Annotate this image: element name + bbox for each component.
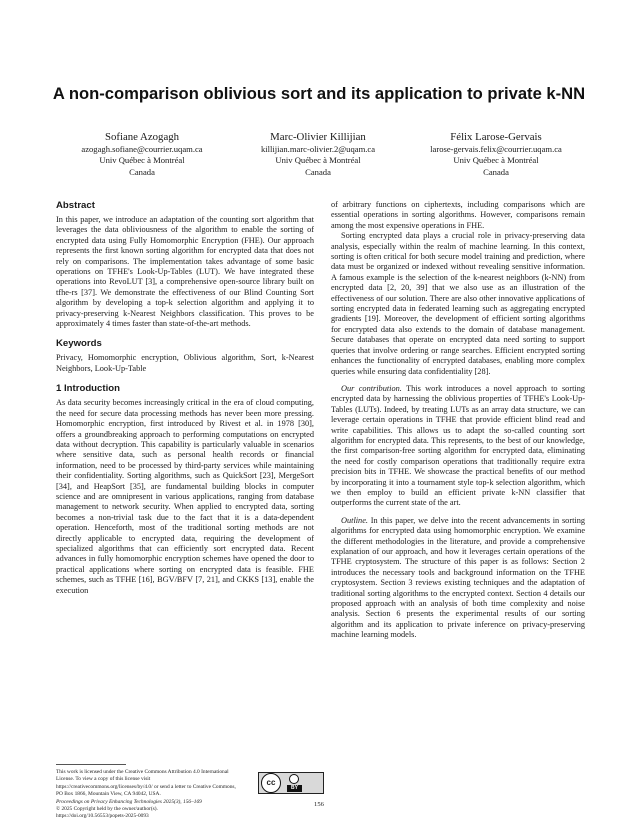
- author-affiliation: Univ Québec à Montréal: [275, 155, 361, 166]
- introduction-heading: 1 Introduction: [56, 383, 120, 395]
- outline-label: Outline.: [341, 515, 368, 525]
- author-email: killijian.marc-olivier.2@uqam.ca: [260, 144, 376, 154]
- author-country: Canada: [483, 166, 509, 177]
- keywords-text: Privacy, Homomorphic encryption, Oblivious algorithm, Sort, k-Nearest Neighbors, Look-Up-Table: [56, 353, 314, 373]
- doi-link[interactable]: https://doi.org/10.56553/popets-2025-0093: [56, 813, 149, 820]
- author-name: Félix Larose-Gervais: [450, 131, 542, 143]
- abstract-text: In this paper, we introduce an adaptation of the counting sort algorithm that leverages the data obliviousness of the algorithm to enable the sorting of encrypted data using Fully Homomorphic Encryption (FHE). Our approach represents the first known sorting algorithm for encrypted data that does not rely on comparisons. The implementation takes advantage of some basic operations on TFHE's Look-Up-Tables (LUT). We have integrated these operations into RevoLUT [3], a comprehensive open-source library built on tfhe-rs [37]. We demonstrate the effectiveness of our Blind Counting Sort algorithm by developing a top-k selection algorithm and applying it to privacy-preserving k-Nearest Neighbors classification. This proves to be approximately 4 times faster than state-of-the-art methods.: [56, 215, 314, 329]
- author-country: Canada: [129, 166, 155, 177]
- abstract-heading: Abstract: [56, 200, 95, 211]
- author-affiliation: Univ Québec à Montréal: [453, 155, 539, 166]
- footnote-rule: [56, 764, 126, 765]
- contribution-label: Our contribution.: [341, 383, 402, 393]
- keywords-heading: Keywords: [56, 338, 102, 350]
- paper-title: A non-comparison oblivious sort and its application to private k-NN: [52, 84, 586, 103]
- license-footnote: [56, 764, 314, 821]
- cc-icon: cc: [261, 773, 281, 793]
- license-text: This work is licensed under the Creative Commons Attribution 4.0 International License. To view a copy of this license visit https://creativecommons.org/licenses/by/4.0/ or send a letter to Creative Commons, PO Box 1866, Mountain View, CA 94042, USA.: [56, 769, 236, 798]
- journal-citation: Proceedings on Privacy Enhancing Technologies 2025(3), 156–169: [56, 798, 202, 805]
- author-email: larose-gervais.felix@courrier.uqam.ca: [430, 144, 562, 154]
- by-icon: [287, 774, 302, 792]
- introduction-text: As data security becomes increasingly critical in the era of cloud computing, the need for secure data processing methods has never been more pressing. Homomorphic encryption, first introduced by Rivest et al. in 1978 [30], offers a groundbreaking approach to performing computations on encrypted data without decryption. This capability is particularly valuable in scenarios where sensitive data, such as personal health records or financial information, need to be processed by third-party services while maintaining their confidentiality. Sorting algorithms, such as QuickSort [23], MergeSort [34], and HeapSort [35], are fundamental building blocks in computer science and are omnipresent in various applications, ranging from database management to network security. When applied to encrypted data, sorting becomes a non-trivial task due to the fact that it is a data-dependent operation. Henceforth, most of the traditional sorting methods are not directly applicable to encrypted data, requiring the development of specialized algorithms that can efficiently sort encrypted data. Recent advances in fully homomorphic encryption schemes have opened the door to practical applications where sorting on encrypted data is feasible. FHE schemes, such as TFHE [16], BGV/BFV [7, 21], and CKKS [13], enable the execution: [56, 398, 314, 595]
- author-name: Sofiane Azogagh: [104, 131, 180, 143]
- intro-continued-text: of arbitrary functions on ciphertexts, including comparisons which are essential operations in sorting algorithms. However, comparisons remain among the most expensive operations in FHE.: [331, 200, 585, 230]
- outline-paragraph: [331, 516, 585, 641]
- author-affiliation: Univ Québec à Montréal: [99, 155, 185, 166]
- copyright-notice: © 2025 Copyright held by the owner/author(s).: [56, 806, 158, 813]
- page-number: 156: [314, 801, 324, 808]
- outline-text: In this paper, we delve into the recent advancements in sorting algorithms for encrypted data using homomorphic encryption. We examine the different methodologies in the literature, and provide a comprehensive explanation of our approach, and how it leverages certain operations of the TFHE cryptosystem. The structure of this paper is as follows: Section 2 introduces the necessary tools and background information on the TFHE cryptosystem. Section 3 reviews existing techniques and the adaptation of traditional sorting algorithms to the encrypted context. Section 4 details our proposed approach with an analysis of both time complexity and noise analysis. Section 6 presents the experimental results of our sorting algorithm and its application to private inference on privacy-preserving machine learning models.: [331, 515, 585, 640]
- left-column: [56, 200, 314, 596]
- sorting-role-paragraph: Sorting encrypted data plays a crucial role in privacy-preserving data analysis, especially within the realm of machine learning. In this context, sorting is often critical for both secure model training and prediction, where data must be organized or indexed without revealing sensitive information. A famous example is the selection of the k-nearest neighbors (k-NN) from encrypted data [2, 20, 39] that we also use as an illustration of the effectiveness of our solution. There are also other innovative applications of sorting encrypted data in federated learning such as aggregating encrypted gradients [19]. Moreover, the development of efficient sorting algorithms for encrypted data also extends to the domain of database management. Secure databases that operate on encrypted data need sorting to support queries that involve ordering or range searches. Efficient encrypted sorting enhances the functionality of encrypted databases, enabling more complex queries while ensuring data confidentiality [28].: [331, 231, 585, 376]
- contribution-paragraph: [331, 384, 585, 509]
- author-country: Canada: [305, 166, 331, 177]
- right-column: [331, 200, 585, 641]
- author-name: Marc-Olivier Killijian: [270, 131, 366, 143]
- by-label: BY: [287, 785, 302, 792]
- contribution-text: This work introduces a novel approach to sorting encrypted data by harnessing the oblivious properties of TFHE's Look-Up-Tables (LUTs). Indeed, by treating LUTs as an array data structure, we can leverage certain operations in TFHE that provide efficient blind read and write capabilities. This allows us to adapt the so-called counting sort algorithm for encrypted data. This represents, to the best of our knowledge, the first comparison-free sorting algorithm for encrypted data, eliminating the need for costly comparison operations that traditionally require extra precision bits in TFHE. We showcase the practical benefits of our method by incorporating it into a tournament style top-k selection algorithm, which we then employ to build an efficient private k-NN classifier that outperforms the current state of the art.: [331, 383, 585, 508]
- author-block-3: [408, 130, 584, 178]
- author-block-1: [52, 130, 232, 178]
- person-icon: [289, 774, 299, 784]
- author-email: azogagh.sofiane@courrier.uqam.ca: [81, 144, 203, 154]
- author-block-2: [228, 130, 408, 178]
- cc-by-badge: [258, 772, 324, 794]
